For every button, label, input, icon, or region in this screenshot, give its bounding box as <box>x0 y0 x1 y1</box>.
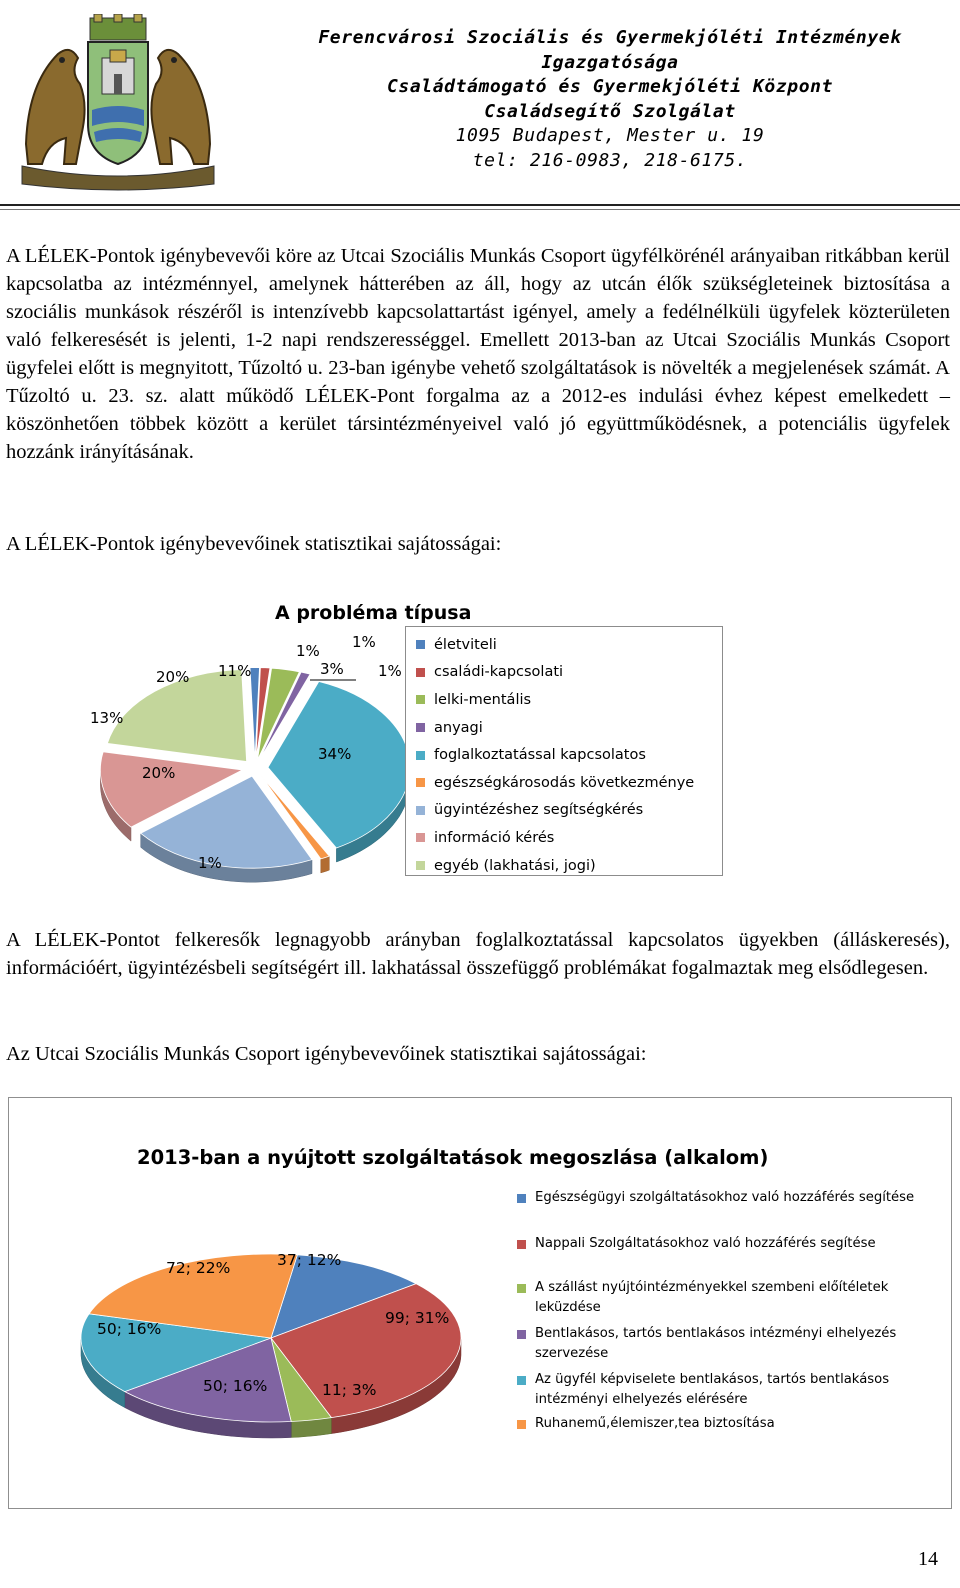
chart-services-distribution <box>8 1097 952 1509</box>
chart1-data-label-7: 13% <box>90 709 124 727</box>
chart2-data-label-0: 37; 12% <box>277 1251 342 1269</box>
body-paragraph-1: A LÉLEK-Pontok igénybevevői köre az Utcai Szociális Munkás Csoport ügyfélkörénél arányaiban ritkábban kerül kapcsolatba az intézménnyel, amelynek hátterében az áll, hogy az utcán élők szükségleteinek biztosítása a szociális munkások részéről is intenzívebb kapcsolattartást igényel, amely a fedélnélküli ügyfelek közterületen való felkeresését is jelenti, 1-2 napi rendszerességgel. Emellett 2013-ban az Utcai Szociális Munkás Csoport ügyfelei előtt is megnyitott, Tűzoltó u. 23-ban igénybe vehető szolgáltatások is növelték a megjelenések számát. A Tűzoltó u. 23. sz. alatt működő LÉLEK-Pont forgalma az a 2012-es indulási évhez képest emelkedett – köszönhetően többek között a kerület társintézményeivel való jó együttműködésnek, a potenciális ügyfelek hozzánk irányításának. <box>6 245 950 463</box>
chart2-legend-item <box>517 1370 937 1410</box>
body-paragraph-2: A LÉLEK-Pontot felkeresők legnagyobb arányban foglalkoztatással kapcsolatos ügyekben (álláskeresés), információért, ügyintézésbeli segítségért ill. lakhatással összefüggő problémákat fogalmaztak meg elsődlegesen. <box>6 929 950 979</box>
chart2-legend-label: Egészségügyi szolgáltatásokhoz való hozzáférés segítése <box>535 1190 915 1205</box>
institution-name-line3: Családtámogató és Gyermekjóléti Központ <box>386 76 834 97</box>
chart2-legend-label: Nappali Szolgáltatásokhoz való hozzáférés segítése <box>535 1236 876 1251</box>
chart1-data-label-2: 3% <box>320 660 344 678</box>
chart2-title: 2013-ban a nyújtott szolgáltatások megoszlása (alkalom) <box>137 1146 769 1169</box>
chart1-legend-swatch <box>416 695 425 704</box>
page-number: 14 <box>918 1548 938 1570</box>
chart2-legend-swatch <box>517 1284 526 1293</box>
chart2-legend-item <box>517 1324 937 1364</box>
chart1-data-label-8: 20% <box>156 668 190 686</box>
chart2-data-label-2: 11; 3% <box>322 1381 377 1399</box>
chart1-legend-item <box>416 797 722 825</box>
chart1-legend-item <box>416 852 722 880</box>
chart1-legend-swatch <box>416 640 425 649</box>
institution-name-line4: Családsegítő Szolgálat <box>484 100 736 122</box>
chart1-legend-item <box>416 824 722 852</box>
chart2-legend-swatch <box>517 1240 526 1249</box>
chart2-legend-swatch <box>517 1376 526 1385</box>
chart1-legend-swatch <box>416 723 425 732</box>
institution-header-text <box>300 26 920 173</box>
institution-name-line2: Igazgatósága <box>541 51 679 73</box>
chart1-legend-item <box>416 741 722 769</box>
chart2-caption: Az Utcai Szociális Munkás Csoport igénybevevőinek statisztikai sajátosságai: <box>6 1043 647 1065</box>
coat-of-arms-logo <box>18 14 218 194</box>
chart2-legend-item <box>517 1188 937 1208</box>
chart2-legend-label: Az ügyfél képviselete bentlakásos, tartós bentlakásos intézményi elhelyezés elérésére <box>535 1372 890 1407</box>
chart2-data-label-1: 99; 31% <box>385 1309 450 1327</box>
chart2-legend-item <box>517 1414 937 1434</box>
chart1-caption: A LÉLEK-Pontok igénybevevőinek statisztikai sajátosságai: <box>6 533 502 555</box>
chart1-legend-swatch <box>416 751 425 760</box>
chart1-legend-label: anyagi <box>434 719 483 736</box>
chart1-legend-item <box>416 686 722 714</box>
chart2-legend-item <box>517 1278 937 1318</box>
chart1-data-label-0: 1% <box>352 633 376 651</box>
chart2-legend-swatch <box>517 1420 526 1429</box>
chart1-legend-item <box>416 714 722 742</box>
chart1-legend-label: egyéb (lakhatási, jogi) <box>434 857 596 874</box>
chart1-legend-swatch <box>416 806 425 815</box>
chart1-legend-swatch <box>416 668 425 677</box>
chart2-legend-label: Bentlakásos, tartós bentlakásos intézményi elhelyezés szervezése <box>535 1326 897 1361</box>
chart1-pie <box>60 596 405 896</box>
chart1-legend-swatch <box>416 778 425 787</box>
institution-name-line1: Ferencvárosi Szociális és Gyermekjóléti Intézmények <box>318 27 902 48</box>
chart1-extra-label-0: 11% <box>218 662 252 680</box>
chart1-data-label-4: 34% <box>318 745 352 763</box>
chart-problem-type <box>60 596 740 896</box>
chart1-legend <box>405 626 723 876</box>
chart2-legend-swatch <box>517 1194 526 1203</box>
chart1-legend-label: egészségkárosodás következménye <box>434 774 695 791</box>
chart1-legend-label: életviteli <box>434 636 497 653</box>
chart1-title: A probléma típusa <box>275 602 472 624</box>
chart1-legend-swatch <box>416 861 425 870</box>
chart1-legend-item <box>416 631 722 659</box>
chart2-data-label-3: 50; 16% <box>203 1377 268 1395</box>
chart2-data-label-5: 72; 22% <box>166 1259 231 1277</box>
chart1-legend-label: lelki-mentális <box>434 691 532 708</box>
chart1-legend-item <box>416 659 722 687</box>
page-header <box>0 0 960 212</box>
institution-address: 1095 Budapest, Mester u. 19 <box>455 125 765 146</box>
chart2-legend-label: Ruhanemű,élemiszer,tea biztosítása <box>535 1416 775 1431</box>
header-divider-thin <box>0 209 960 210</box>
chart2-legend-item <box>517 1234 937 1254</box>
chart1-data-label-3: 1% <box>296 642 320 660</box>
chart2-legend-label: A szállást nyújtóintézményekkel szembeni előítéletek leküzdése <box>535 1280 889 1315</box>
chart2-pie <box>9 1098 509 1510</box>
chart1-data-label-1: 1% <box>378 662 402 680</box>
institution-phone: tel: 216-0983, 218-6175. <box>472 149 748 171</box>
chart1-legend-label: családi-kapcsolati <box>434 664 564 681</box>
chart2-data-label-4: 50; 16% <box>97 1320 162 1338</box>
chart1-legend-label: foglalkoztatással kapcsolatos <box>434 747 646 764</box>
chart1-legend-swatch <box>416 833 425 842</box>
chart1-legend-label: ügyintézéshez segítségkérés <box>434 802 644 819</box>
header-divider-thick <box>0 204 960 206</box>
chart1-data-label-6: 20% <box>142 764 176 782</box>
chart2-legend-swatch <box>517 1330 526 1339</box>
chart1-data-label-5: 1% <box>198 854 222 872</box>
chart1-legend-item <box>416 769 722 797</box>
chart1-legend-label: információ kérés <box>434 829 555 846</box>
